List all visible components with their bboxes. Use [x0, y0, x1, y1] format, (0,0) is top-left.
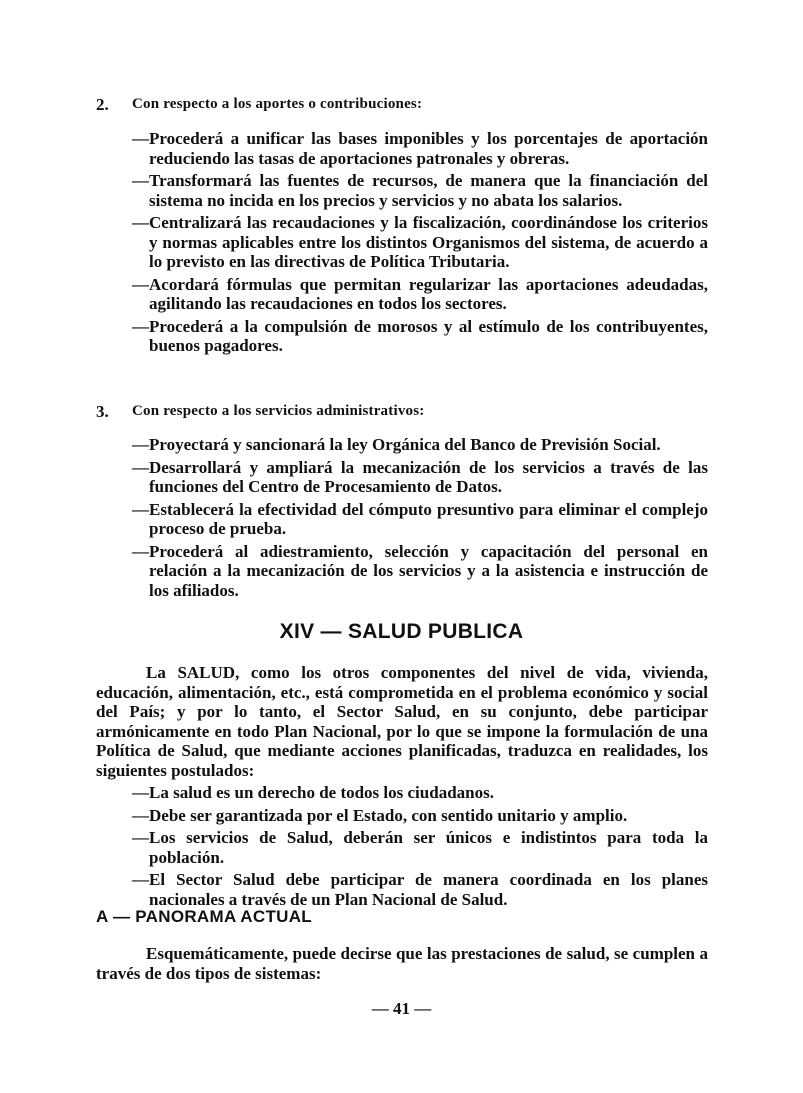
section-2-item-5: —Procederá a la compulsión de morosos y al estímulo de los contribuyentes, buenos pagadores. — [132, 316, 708, 355]
chapter-title: XIV — SALUD PUBLICA — [279, 620, 524, 643]
postulates-list — [132, 780, 708, 909]
section-2-title: Con respecto a los aportes o contribuciones: — [132, 96, 423, 112]
subheading-panorama-actual: A — PANORAMA ACTUAL — [96, 907, 312, 926]
section-3-item-1: —Proyectará y sancionará la ley Orgánica del Banco de Previsión Social. — [132, 435, 661, 454]
closing-paragraph: Esquemáticamente, puede decirse que las prestaciones de salud, se cumplen a través de dos tipos de sistemas: — [96, 944, 708, 983]
page-number: — 41 — — [371, 999, 432, 1018]
postulate-item-2: —Debe ser garantizada por el Estado, con sentido unitario y amplio. — [132, 805, 628, 825]
section-2-heading — [96, 95, 708, 115]
postulate-item-4: —El Sector Salud debe participar de manera coordinada en los planes nacionales a través de un Plan Nacional de Salud. — [132, 870, 708, 909]
section-2-item-1: —Procederá a unificar las bases imponibles y los porcentajes de aportación reduciendo las tasas de aportaciones patronales y obreras. — [132, 129, 708, 168]
section-2-item-4: —Acordará fórmulas que permitan regularizar las aportaciones adeudadas, agilitando las recaudaciones en todos los sectores. — [132, 274, 708, 313]
section-3-item-4: —Procederá al adiestramiento, selección y capacitación del personal en relación a la mecanización de los servicios y a la asistencia e instrucción de los afiliados. — [132, 541, 708, 600]
section-2-item-3: —Centralizará las recaudaciones y la fiscalización, coordinándose los criterios y normas aplicables entre los distintos Organismos del sistema, de acuerdo a lo previsto en las directivas de Política Tributaria. — [132, 213, 708, 271]
section-3-heading — [96, 402, 708, 422]
intro-paragraph: La SALUD, como los otros componentes del nivel de vida, vivienda, educación, alimentación, etc., está comprometida en el problema económico y social del País; y por lo tanto, el Sector Salud, en su conjunto, debe participar armónicamente en todo Plan Nacional, por lo que se impone la formulación de una Política de Salud, que mediante acciones planificadas, traduzca en realidades, los siguientes postulados: — [96, 663, 708, 780]
section-3-item-3: —Establecerá la efectividad del cómputo presuntivo para eliminar el complejo proceso de prueba. — [132, 499, 708, 538]
section-2-number: 2. — [96, 95, 109, 114]
section-3-title: Con respecto a los servicios administrativos: — [132, 403, 425, 419]
section-2 — [96, 95, 708, 356]
section-2-item-2: —Transformará las fuentes de recursos, de manera que la financiación del sistema no incida en los precios y servicios y no abata los salarios. — [132, 171, 708, 210]
section-3 — [96, 402, 708, 600]
postulate-item-1: —La salud es un derecho de todos los ciudadanos. — [132, 783, 494, 802]
section-3-item-2: —Desarrollará y ampliará la mecanización de los servicios a través de las funciones del Centro de Procesamiento de Datos. — [132, 457, 708, 496]
postulate-item-3: —Los servicios de Salud, deberán ser únicos e indistintos para toda la población. — [132, 828, 708, 867]
section-3-number: 3. — [96, 402, 109, 421]
